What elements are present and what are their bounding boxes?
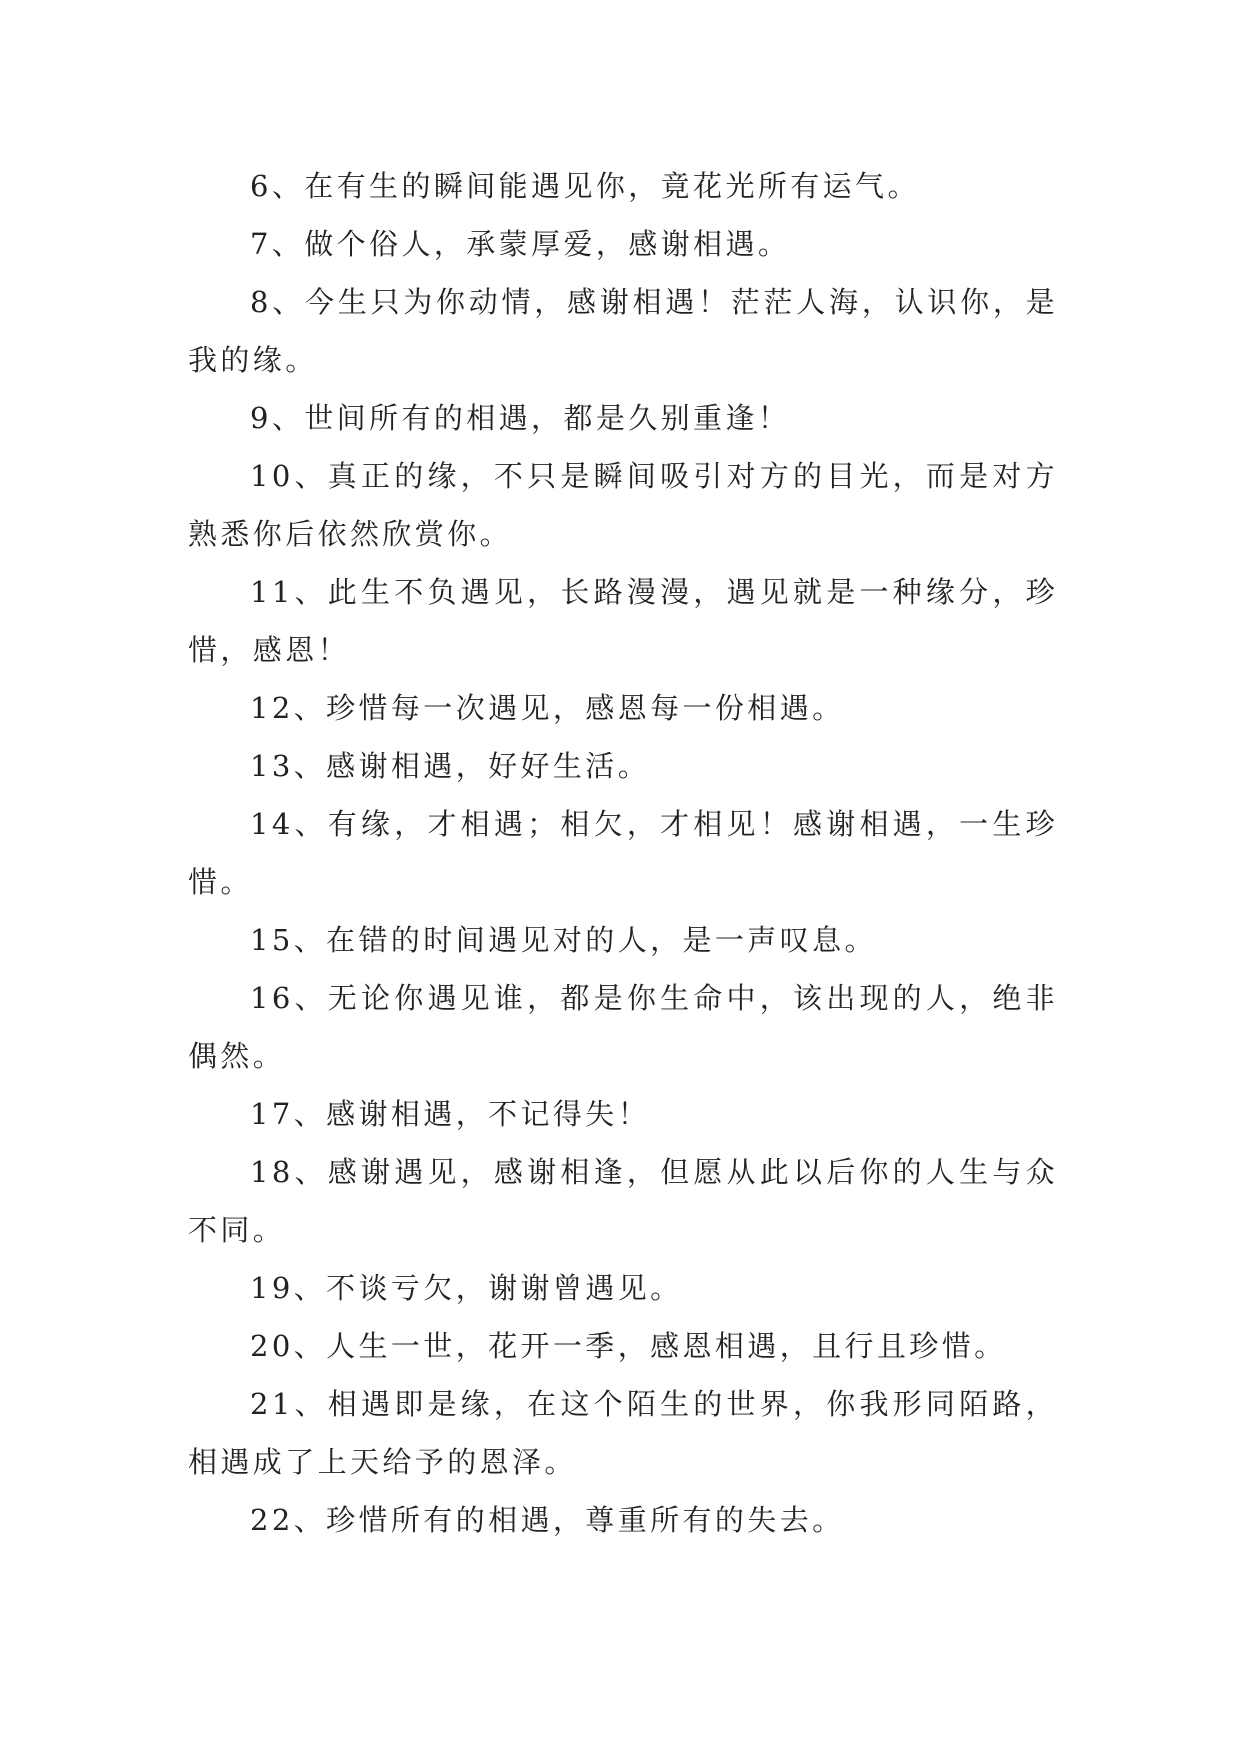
- paragraph-21: 21、相遇即是缘，在这个陌生的世界，你我形同陌路，相遇成了上天给予的恩泽。: [188, 1387, 1058, 1479]
- document-body: [188, 157, 1058, 1549]
- paragraph-6: 6、在有生的瞬间能遇见你，竟花光所有运气。: [250, 169, 920, 203]
- paragraph-18: 18、感谢遇见，感谢相逢，但愿从此以后你的人生与众不同。: [188, 1155, 1058, 1247]
- paragraph-9: 9、世间所有的相遇，都是久别重逢！: [250, 401, 791, 435]
- paragraph-19: 19、不谈亏欠，谢谢曾遇见。: [250, 1271, 683, 1305]
- paragraph-22: 22、珍惜所有的相遇，尊重所有的失去。: [250, 1503, 845, 1537]
- paragraph-8: 8、今生只为你动情，感谢相遇！茫茫人海，认识你，是我的缘。: [188, 285, 1058, 377]
- paragraph-16: 16、无论你遇见谁，都是你生命中，该出现的人，绝非偶然。: [188, 981, 1058, 1073]
- paragraph-20: 20、人生一世，花开一季，感恩相遇，且行且珍惜。: [250, 1329, 1007, 1363]
- paragraph-14: 14、有缘，才相遇；相欠，才相见！感谢相遇，一生珍惜。: [188, 807, 1058, 899]
- paragraph-12: 12、珍惜每一次遇见，感恩每一份相遇。: [250, 691, 845, 725]
- paragraph-17: 17、感谢相遇，不记得失！: [250, 1097, 651, 1131]
- paragraph-11: 11、此生不负遇见，长路漫漫，遇见就是一种缘分，珍惜，感恩！: [188, 575, 1058, 667]
- paragraph-15: 15、在错的时间遇见对的人，是一声叹息。: [250, 923, 877, 957]
- paragraph-13: 13、感谢相遇，好好生活。: [250, 749, 651, 783]
- paragraph-7: 7、做个俗人，承蒙厚爱，感谢相遇。: [250, 227, 791, 261]
- paragraph-10: 10、真正的缘，不只是瞬间吸引对方的目光，而是对方熟悉你后依然欣赏你。: [188, 459, 1058, 551]
